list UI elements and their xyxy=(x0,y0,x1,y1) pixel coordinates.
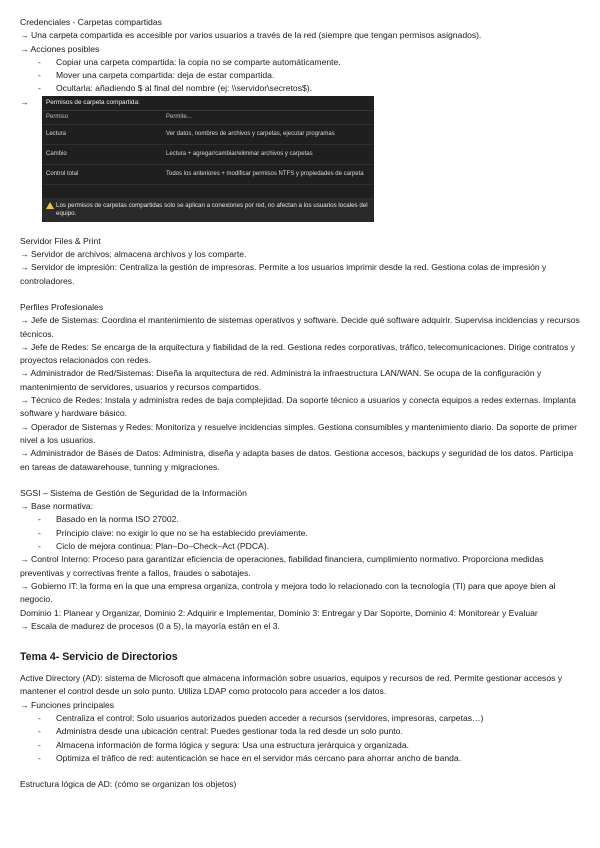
section-title-credenciales: Credenciales - Carpetas compartidas xyxy=(20,17,162,27)
spacer xyxy=(20,288,580,301)
permissions-table-title: Permisos de carpeta compartida: xyxy=(46,98,140,106)
paragraph: Estructura lógica de AD: (cómo se organizan los objetos) xyxy=(20,779,237,790)
embedded-screenshot-row xyxy=(20,96,580,222)
bullet-item: - Centraliza el control: Solo usuarios autorizados pueden acceder a recursos (servidores, impresoras, carpetas…) xyxy=(20,712,580,725)
list-item: → Operador de Sistemas y Redes: Monitoriza y resuelve incidencias simples. Gestiona consumibles y mantenimiento diario. Da soporte de primer nivel a los usuarios. xyxy=(20,421,577,445)
table-row xyxy=(42,145,374,165)
arrow-marker: → xyxy=(20,96,29,107)
table-cell: Control total xyxy=(46,171,79,178)
table-row xyxy=(42,165,374,185)
list-item: → Técnico de Redes: Instala y administra redes de baja complejidad. Da soporte técnico a usuarios y conecta equipos a redes externas. Implanta software y hardware básico. xyxy=(20,395,576,419)
bullet-item: - Almacena información de forma lógica y segura: Usa una estructura jerárquica y organizada. xyxy=(20,739,580,752)
table-cell: Cambio xyxy=(46,151,67,158)
spacer xyxy=(20,222,580,235)
permissions-table-image xyxy=(42,96,374,222)
warning-icon xyxy=(46,202,54,209)
paragraph: → Base normativa: xyxy=(20,501,94,512)
bullet-item: - Principio clave: no exigir lo que no se ha establecido previamente. xyxy=(20,527,580,540)
bullet-item: - Administra desde una ubicación central: Puedes gestionar toda la red desde un solo punto. xyxy=(20,725,580,738)
section-title-perfiles: Perfiles Profesionales xyxy=(20,301,104,312)
paragraph: → Servidor de impresión: Centraliza la gestión de impresoras. Permite a los usuarios imprimir desde la red. Gestiona colas de impresión y controladores. xyxy=(20,262,547,286)
paragraph: Active Directory (AD): sistema de Microsoft que almacena información sobre usuarios, equipos y recursos de red. Permite gestionar accesos y mantener el control desde un solo punto. Utiliza LDAP como protocolo para acceder a los datos. xyxy=(20,673,563,697)
spacer xyxy=(20,633,580,646)
chapter-heading: Tema 4- Servicio de Directorios xyxy=(20,651,178,664)
warning-text: Los permisos de carpetas compartidas solo se aplican a conexiones por red, no afectan a los usuarios locales del equipo. xyxy=(56,201,368,217)
table-row xyxy=(42,125,374,145)
table-cell: Lectura xyxy=(46,131,67,138)
list-item: → Jefe de Redes: Se encarga de la arquitectura y fiabilidad de la red. Gestiona redes corporativas, tráfico, telecomunicaciones. Dirige contratos y proyectos relacionados con redes. xyxy=(20,341,576,366)
bullet-item: - Ciclo de mejora continua: Plan–Do–Check–Act (PDCA). xyxy=(20,540,580,553)
section-title-sgsi: SGSI – Sistema de Gestión de Seguridad de la Información xyxy=(20,487,247,498)
bullet-item: - Basado en la norma ISO 27002. xyxy=(20,513,580,526)
table-cell: Lectura + agregar/cambiar/eliminar archivos y carpetas xyxy=(166,151,313,158)
list-item: → Administrador de Red/Sistemas: Diseña la arquitectura de red. Administra la infraestructura LAN/WAN. Se ocupa de la configuración y mantenimiento de servidores, usuarios y recursos compartidos. xyxy=(20,368,542,392)
header-cell: Permite... xyxy=(166,114,192,121)
table-cell: Todos los anteriores + modificar permisos NTFS y propiedades de carpeta xyxy=(166,171,364,178)
paragraph: → Acciones posibles xyxy=(20,43,100,54)
paragraph: → Control Interno: Proceso para garantizar eficiencia de operaciones, fiabilidad financiera, cumplimiento normativo. Proporciona medidas preventivas y correctivas frente a fallos, fraudes o sabotajes. xyxy=(20,554,544,578)
paragraph: → Una carpeta compartida es accesible por varios usuarios a través de la red (siempre que tengan permisos asignados). xyxy=(20,30,482,41)
paragraph: → Gobierno IT: la forma en la que una empresa organiza, controla y mejora todo lo relacionado con la tecnología (TI) para que apoye bien al negocio. xyxy=(20,580,556,605)
bullet-item: - Optimiza el tráfico de red: autenticación se hace en el servidor más cercano para ahorrar ancho de banda. xyxy=(20,752,580,765)
list-item: → Administrador de Bases de Datos: Administra, diseña y adapta bases de datos. Gestiona accesos, backups y seguridad de los datos. Participa en tareas de datawarehouse, tunning y migraciones. xyxy=(20,448,574,472)
permissions-warning-note xyxy=(42,198,374,222)
bullet-item: - Copiar una carpeta compartida: la copia no se comparte automáticamente. xyxy=(20,56,580,69)
spacer xyxy=(20,474,580,487)
table-cell: Ver datos, nombres de archivos y carpetas, ejecutar programas xyxy=(166,131,335,138)
section-title-servidor: Servidor Files & Print xyxy=(20,235,101,246)
permissions-table-header xyxy=(42,111,374,125)
paragraph: → Escala de madurez de procesos (0 a 5), la mayoría están en el 3. xyxy=(20,620,280,631)
list-item: → Jefe de Sistemas: Coordina el mantenimiento de sistemas operativos y software. Decide qué software adquirir. Supervisa incidencias y recursos técnicos. xyxy=(20,315,580,339)
paragraph: → Funciones principales xyxy=(20,699,115,710)
bullet-item: - Mover una carpeta compartida: deja de estar compartida. xyxy=(20,69,580,82)
bullet-item: - Ocultarla: añadiendo $ al final del nombre (ej: \\servidor\secretos$). xyxy=(20,82,580,95)
paragraph: → Servidor de archivos: almacena archivos y los comparte. xyxy=(20,249,247,260)
spacer xyxy=(20,765,580,778)
header-cell: Permiso xyxy=(46,114,69,121)
paragraph: Dominio 1: Planear y Organizar, Dominio 2: Adquirir e Implementar, Dominio 3: Entregar y Dar Soporte, Dominio 4: Monitorear y Evaluar xyxy=(20,607,538,618)
